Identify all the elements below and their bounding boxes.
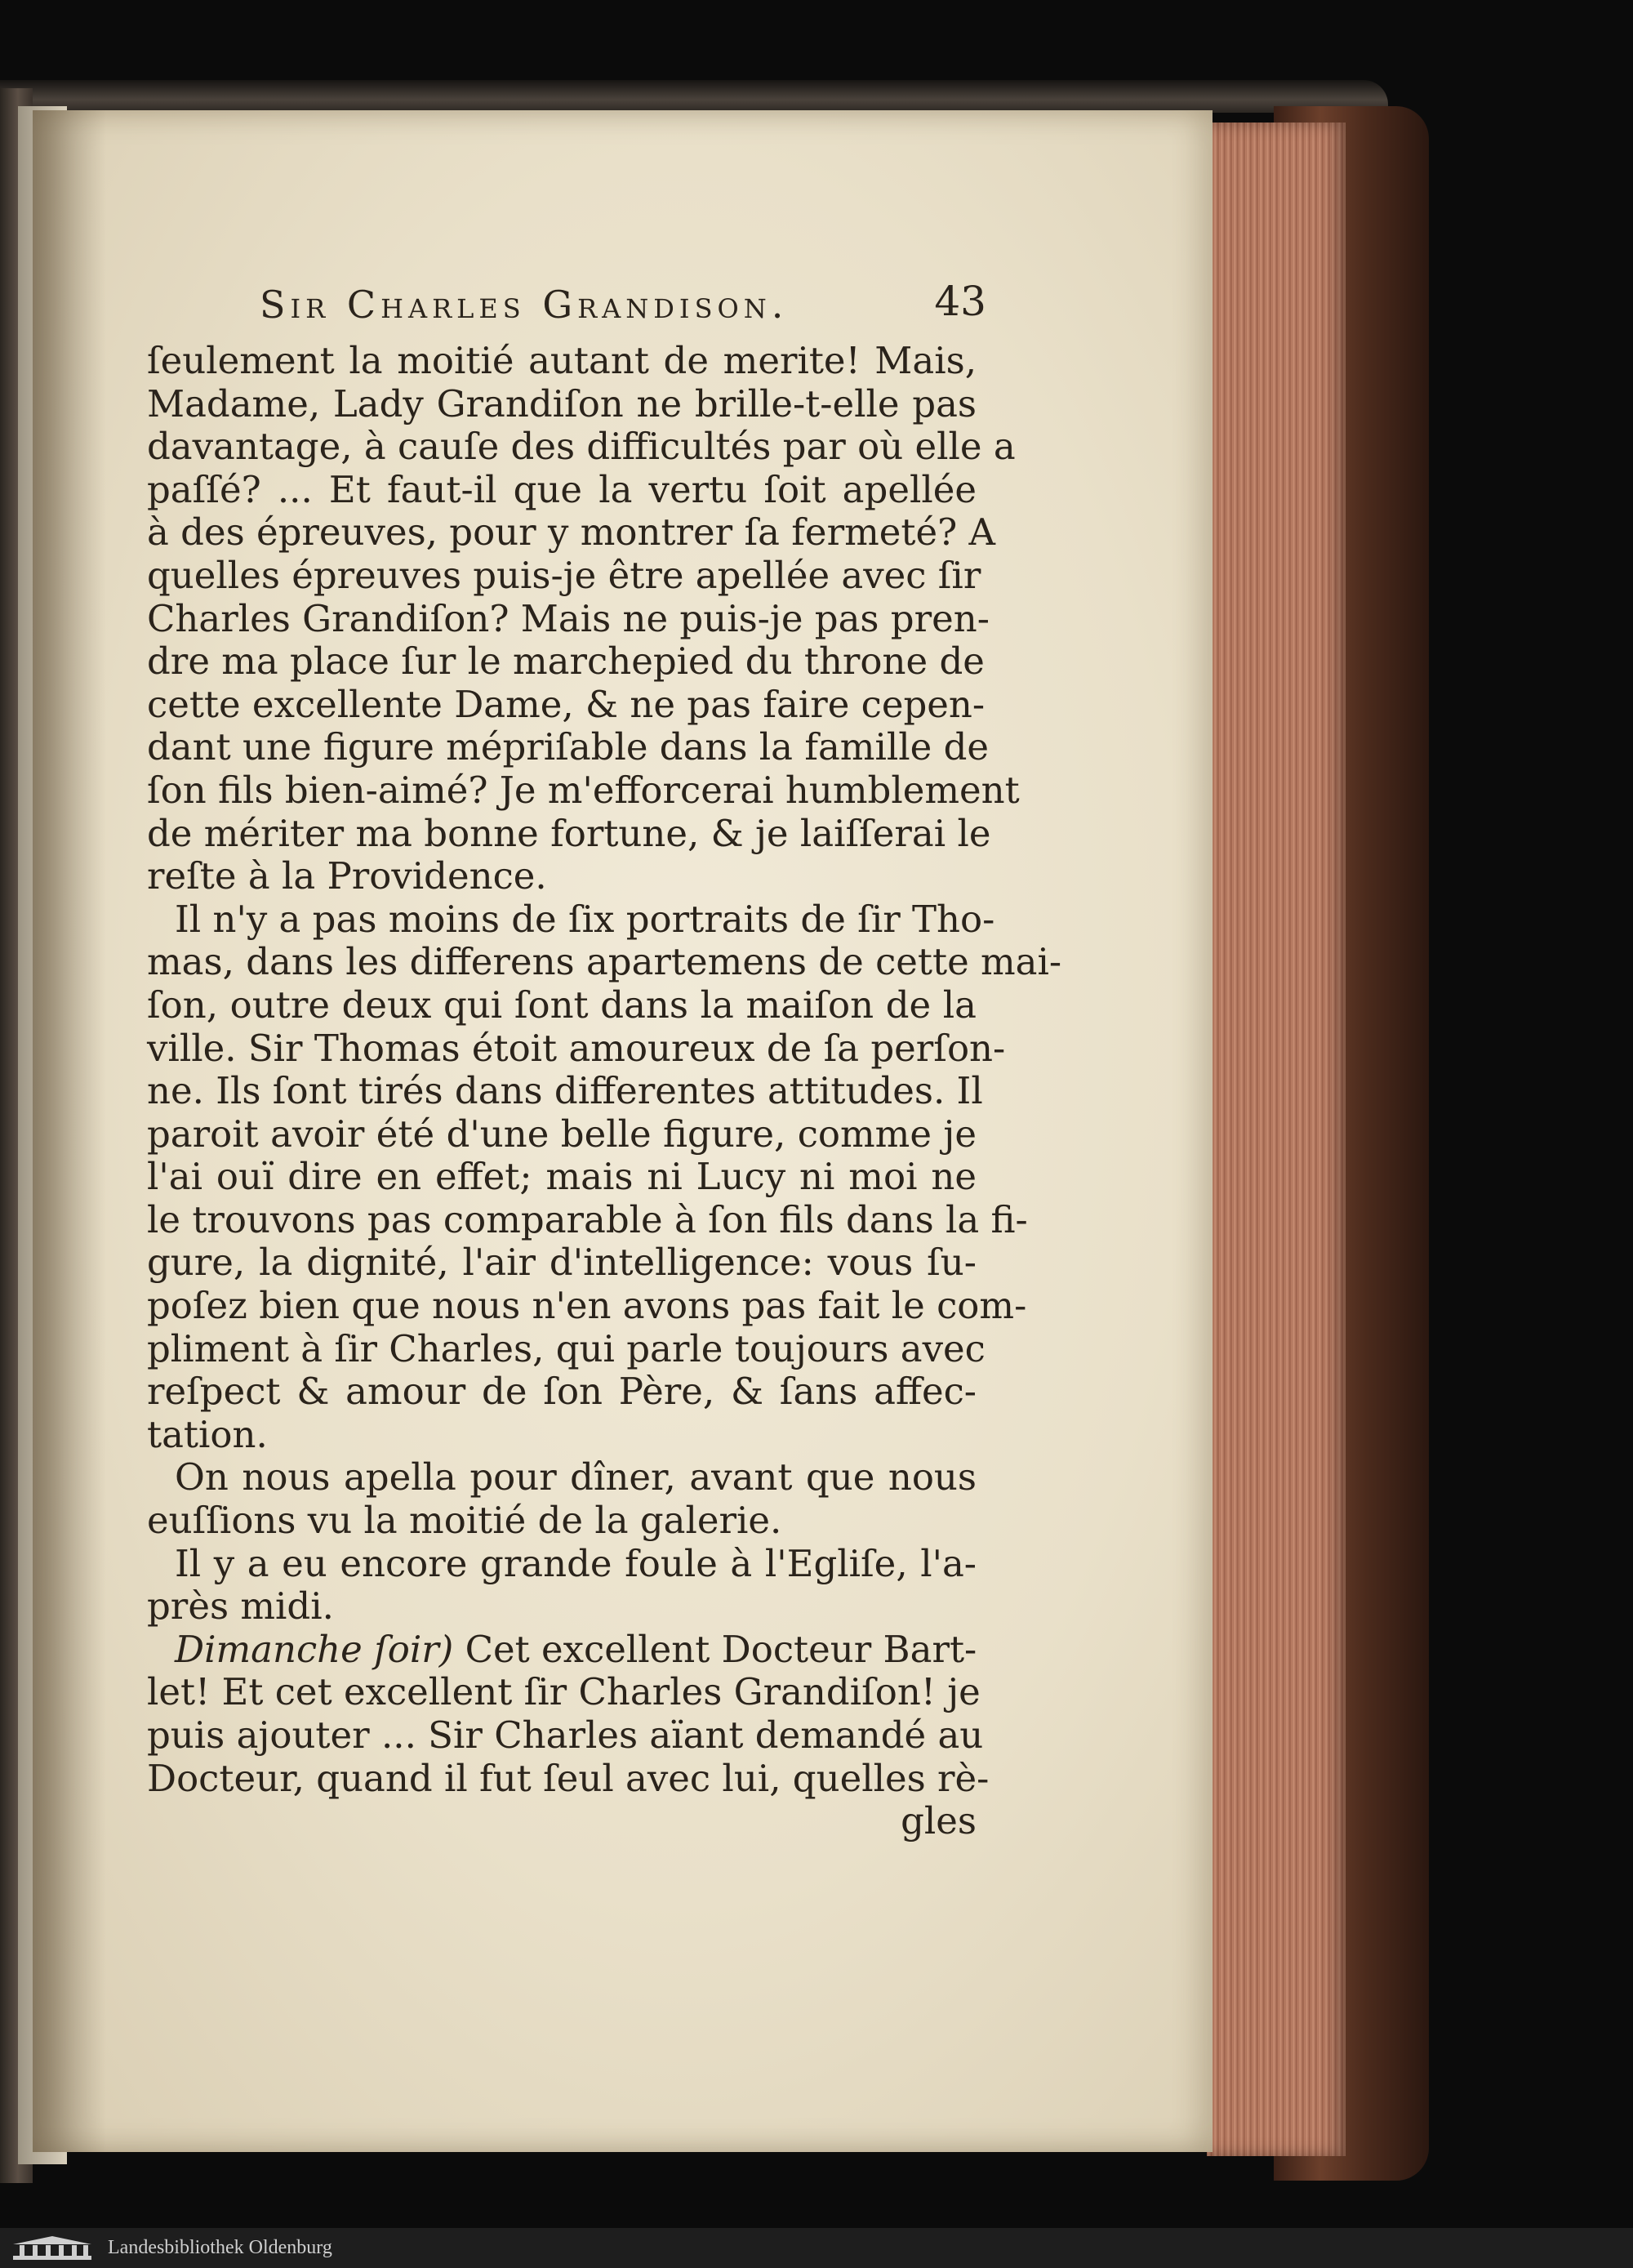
text-line: tation. xyxy=(147,1412,268,1456)
library-logo-icon xyxy=(11,2235,93,2262)
page-edges xyxy=(1207,123,1346,2156)
text-line: le trouvons pas comparable à ſon fils dans la fi- xyxy=(147,1197,1028,1241)
text-line-rest: Cet excellent Docteur Bart- xyxy=(465,1627,977,1671)
text-line: davantage, à cauſe des difficultés par où elle a xyxy=(147,425,1016,469)
running-title: Sir Charles Grandison. xyxy=(260,283,789,327)
text-line: let! Et cet excellent ſir Charles Grandiſon! je xyxy=(147,1670,981,1714)
text-line: paſſé? ... Et faut-il que la vertu ſoit apellée xyxy=(147,467,977,511)
text-line: Docteur, quand il fut ſeul avec lui, quelles rè- xyxy=(147,1756,990,1800)
text-line: gure, la dignité, l'air d'intelligence: vous ſu- xyxy=(147,1241,977,1285)
text-line: près midi. xyxy=(147,1584,334,1629)
text-line: mas, dans les differens apartemens de cette mai- xyxy=(147,940,1062,984)
text-line: pliment à ſir Charles, qui parle toujours avec xyxy=(147,1326,986,1370)
text-line: poſez bien que nous n'en avons pas fait le com- xyxy=(147,1284,1027,1328)
book-cover-top xyxy=(0,80,1388,113)
text-line: paroit avoir été d'une belle figure, comme je xyxy=(147,1112,977,1156)
dimanche-label: Dimanche ſoir) xyxy=(175,1627,454,1671)
text-line: reſte à la Providence. xyxy=(147,854,547,898)
text-line: cette excellente Dame, & ne pas faire cepen- xyxy=(147,682,986,726)
text-line: ville. Sir Thomas étoit amoureux de ſa perſon- xyxy=(147,1026,1006,1070)
text-line: dant une figure mépriſable dans la famille de xyxy=(147,725,990,769)
text-line: euſſions vu la moitié de la galerie. xyxy=(147,1499,782,1543)
text-line: l'ai ouï dire en effet; mais ni Lucy ni moi ne xyxy=(147,1155,977,1199)
text-line: ſeulement la moitié autant de merite! Mais, xyxy=(147,339,977,382)
page-header xyxy=(260,278,986,335)
text-line: dre ma place ſur le marchepied du throne de xyxy=(147,639,985,684)
text-line: On nous apella pour dîner, avant que nous xyxy=(175,1455,977,1499)
text-line: Il n'y a pas moins de ſix portraits de ſir Tho- xyxy=(175,897,995,941)
text-line: quelles épreuves puis-je être apellée avec ſir xyxy=(147,553,981,597)
text-line xyxy=(147,1629,977,1672)
footer-bar xyxy=(0,2228,1633,2268)
text-line: puis ajouter ... Sir Charles aïant demandé au xyxy=(147,1713,984,1757)
library-name: Landesbibliothek Oldenburg xyxy=(108,2237,332,2258)
text-line: Charles Grandiſon? Mais ne puis-je pas pren- xyxy=(147,596,990,640)
text-line: ne. Ils ſont tirés dans differentes attitudes. Il xyxy=(147,1069,983,1113)
text-line: Madame, Lady Grandiſon ne brille-t-elle pas xyxy=(147,381,977,426)
text-line: ſon fils bien-aimé? Je m'efforcerai humblement xyxy=(147,768,1020,812)
page-number: 43 xyxy=(934,278,986,325)
text-line: Il y a eu encore grande foule à l'Egliſe, l'a- xyxy=(175,1541,977,1585)
text-line: reſpect & amour de ſon Père, & ſans affec- xyxy=(147,1370,977,1414)
text-block xyxy=(147,339,1062,1843)
text-line: à des épreuves, pour y montrer ſa fermeté? A xyxy=(147,510,996,555)
text-line: ſon, outre deux qui ſont dans la maiſon de la xyxy=(147,983,977,1027)
gutter-shadow xyxy=(33,110,106,2152)
text-line: de mériter ma bonne fortune, & je laiſſerai le xyxy=(147,811,991,855)
catchword: gles xyxy=(901,1799,977,1843)
